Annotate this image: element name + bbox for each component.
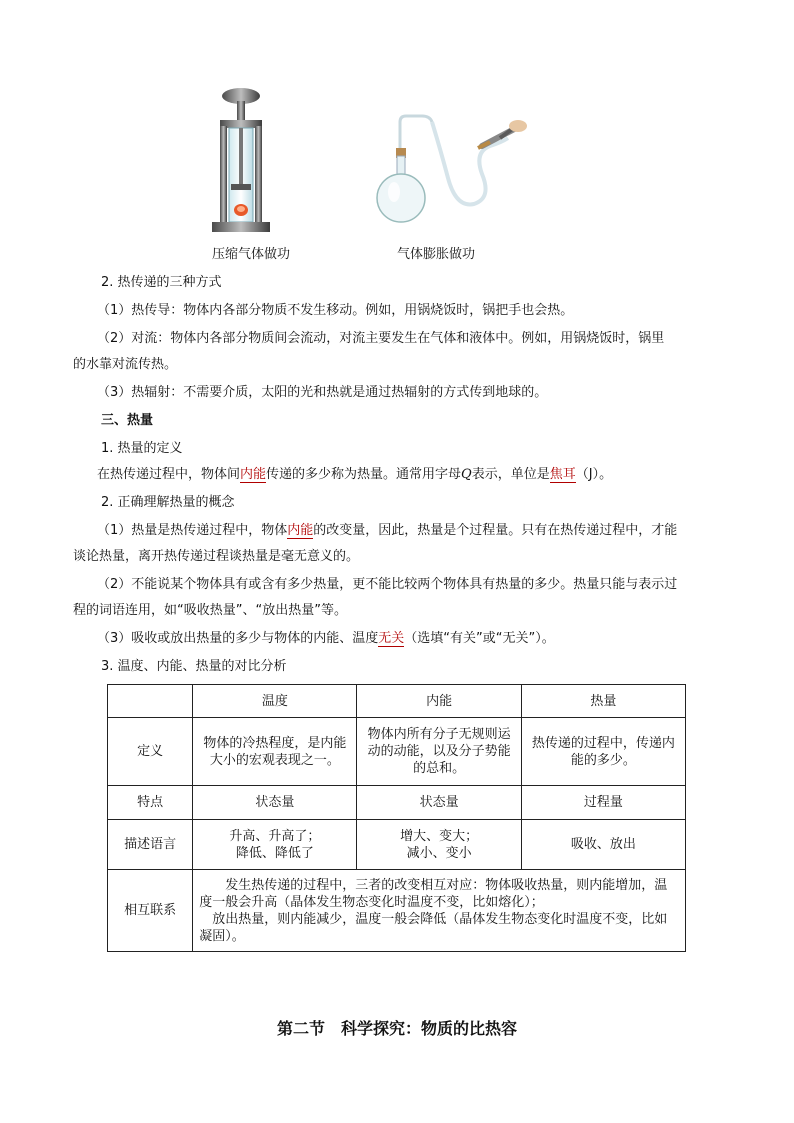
answer-fill-joule: 焦耳 [549,467,576,482]
section-title: 第二节 科学探究：物质的比热容 [276,1019,517,1038]
heat-definition-title: 1. 热量的定义 [101,441,183,456]
expansion-apparatus-figure [370,108,530,228]
table-cell: 物体内所有分子无规则运动的动能，以及分子势能的总和。 [357,718,521,786]
table-cell: 增大、变大； 减小、变小 [357,820,521,870]
expansion-figure-caption: 气体膨胀做功 [397,247,476,262]
understand-point2-line2: 程的词语连用，如“吸收热量”、“放出热量”等。 [73,603,347,618]
table-cell: 热传递的过程中，传递内能的多少。 [521,718,685,786]
heat-definition-text: 在热传递过程中，物体间内能传递的多少称为热量。通常用字母Q表示，单位是焦耳（J）。 [97,467,613,482]
answer-fill-unrelated: 无关 [378,631,405,646]
table-cell: 相互联系 [108,870,193,952]
table-cell: 升高、升高了； 降低、降低了 [193,820,357,870]
convection-paragraph-line1: （2）对流：物体内各部分物质间会流动，对流主要发生在气体和液体中。例如，用锅烧饭时，锅里 [97,331,665,346]
understand-point2-line1: （2）不能说某个物体具有或含有多少热量，更不能比较两个物体具有热量的多少。热量只能与表示过 [97,577,678,592]
answer-fill-internal-energy: 内能 [240,467,267,482]
table-cell: 状态量 [357,786,521,820]
heat-transfer-title: 2. 热传递的三种方式 [101,275,222,290]
understand-heat-title: 2. 正确理解热量的概念 [101,495,235,510]
compression-figure-caption: 压缩气体做功 [212,247,291,262]
table-cell: 吸收、放出 [521,820,685,870]
symbol-q: Q [461,467,472,482]
convection-paragraph-line2: 的水靠对流传热。 [73,357,178,372]
table-header-cell: 内能 [357,685,521,718]
comparison-table [107,684,686,952]
table-cell: 描述语言 [108,820,193,870]
table-row [108,870,686,952]
table-header-cell [108,685,193,718]
compression-apparatus-figure [206,86,276,236]
table-header-cell: 热量 [521,685,685,718]
table-cell: 发生热传递的过程中，三者的改变相互对应：物体吸收热量，则内能增加，温度一般会升高（晶体发生物态变化时温度不变，比如熔化）； 放出热量，则内能减少，温度一般会降低（晶体发生物态变化时温度不变，比如凝固）。 [193,870,686,952]
table-cell: 特点 [108,786,193,820]
radiation-paragraph: （3）热辐射：不需要介质，太阳的光和热就是通过热辐射的方式传到地球的。 [97,385,548,400]
answer-fill-internal-energy-2: 内能 [287,523,314,538]
table-header-cell: 温度 [193,685,357,718]
understand-point1-line1: （1）热量是热传递过程中，物体内能的改变量，因此，热量是个过程量。只有在热传递过程中，才能 [97,523,678,538]
table-cell: 状态量 [193,786,357,820]
conduction-paragraph: （1）热传导：物体内各部分物质不发生移动。例如，用锅烧饭时，锅把手也会热。 [97,303,574,318]
section-heat-heading: 三、热量 [101,413,154,428]
table-cell: 过程量 [521,786,685,820]
comparison-title: 3. 温度、内能、热量的对比分析 [101,659,287,674]
table-header-row [108,685,686,718]
table-row [108,786,686,820]
table-cell: 定义 [108,718,193,786]
table-cell: 物体的冷热程度，是内能大小的宏观表现之一。 [193,718,357,786]
table-row [108,820,686,870]
understand-point1-line2: 谈论热量，离开热传递过程谈热量是毫无意义的。 [73,549,360,564]
understand-point3: （3）吸收或放出热量的多少与物体的内能、温度无关（选填“有关”或“无关”）。 [97,631,555,646]
table-row [108,718,686,786]
